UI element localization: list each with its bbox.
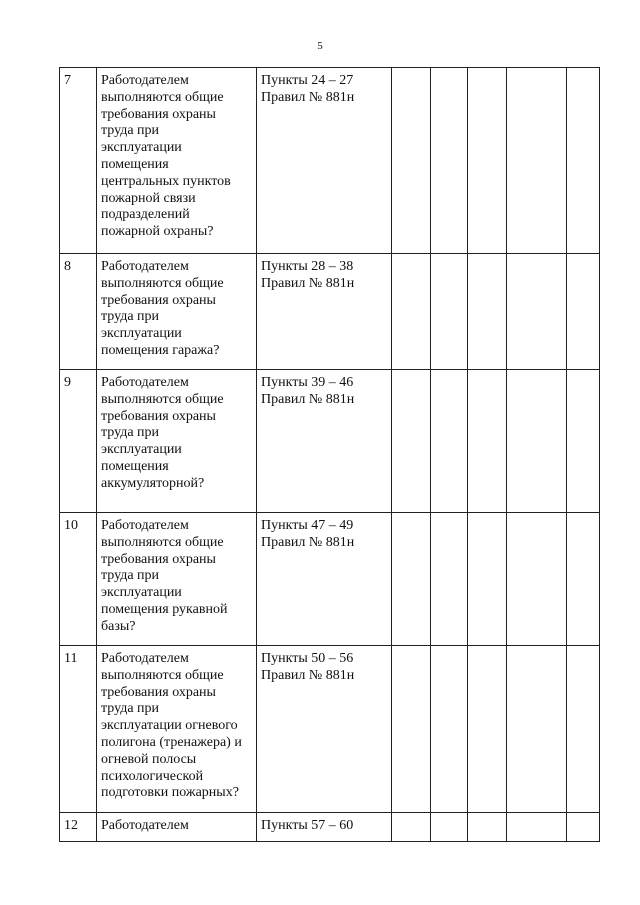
table-row xyxy=(60,254,600,370)
requirement-question: Работодателем выполняются общие требования охраны труда при эксплуатации помещения аккумуляторной? xyxy=(97,370,257,513)
extra-cell xyxy=(567,254,600,370)
note-cell xyxy=(507,68,567,254)
row-number: 9 xyxy=(60,370,97,513)
row-number: 8 xyxy=(60,254,97,370)
extra-cell xyxy=(567,513,600,646)
requirement-question: Работодателем выполняются общие требования охраны труда при эксплуатации помещения центральных пунктов пожарной связи подразделений пожарной охраны? xyxy=(97,68,257,254)
answer-not-applicable-cell xyxy=(468,513,507,646)
legal-reference: Пункты 28 – 38 Правил № 881н xyxy=(257,254,392,370)
note-cell xyxy=(507,370,567,513)
requirement-question: Работодателем выполняются общие требования охраны труда при эксплуатации огневого полигона (тренажера) и огневой полосы психологической подготовки пожарных? xyxy=(97,646,257,813)
answer-yes-cell xyxy=(392,254,431,370)
table-row xyxy=(60,513,600,646)
answer-yes-cell xyxy=(392,68,431,254)
row-number: 10 xyxy=(60,513,97,646)
note-cell xyxy=(507,254,567,370)
note-cell xyxy=(507,646,567,813)
table-row xyxy=(60,646,600,813)
answer-not-applicable-cell xyxy=(468,68,507,254)
row-number: 7 xyxy=(60,68,97,254)
table-row xyxy=(60,68,600,254)
row-number: 12 xyxy=(60,813,97,842)
row-number: 11 xyxy=(60,646,97,813)
extra-cell xyxy=(567,68,600,254)
table-row xyxy=(60,370,600,513)
answer-not-applicable-cell xyxy=(468,370,507,513)
answer-no-cell xyxy=(431,813,468,842)
checklist-table xyxy=(59,67,600,842)
answer-yes-cell xyxy=(392,513,431,646)
legal-reference: Пункты 24 – 27 Правил № 881н xyxy=(257,68,392,254)
answer-yes-cell xyxy=(392,370,431,513)
legal-reference: Пункты 50 – 56 Правил № 881н xyxy=(257,646,392,813)
requirement-question: Работодателем выполняются общие требования охраны труда при эксплуатации помещения гаража? xyxy=(97,254,257,370)
extra-cell xyxy=(567,813,600,842)
answer-no-cell xyxy=(431,513,468,646)
legal-reference: Пункты 39 – 46 Правил № 881н xyxy=(257,370,392,513)
answer-not-applicable-cell xyxy=(468,646,507,813)
answer-no-cell xyxy=(431,254,468,370)
answer-not-applicable-cell xyxy=(468,254,507,370)
note-cell xyxy=(507,813,567,842)
answer-yes-cell xyxy=(392,813,431,842)
extra-cell xyxy=(567,370,600,513)
answer-no-cell xyxy=(431,68,468,254)
answer-no-cell xyxy=(431,646,468,813)
table-row xyxy=(60,813,600,842)
answer-yes-cell xyxy=(392,646,431,813)
requirement-question: Работодателем xyxy=(97,813,257,842)
legal-reference: Пункты 57 – 60 xyxy=(257,813,392,842)
requirement-question: Работодателем выполняются общие требования охраны труда при эксплуатации помещения рукавной базы? xyxy=(97,513,257,646)
page-number: 5 xyxy=(317,40,323,52)
note-cell xyxy=(507,513,567,646)
legal-reference: Пункты 47 – 49 Правил № 881н xyxy=(257,513,392,646)
answer-no-cell xyxy=(431,370,468,513)
extra-cell xyxy=(567,646,600,813)
answer-not-applicable-cell xyxy=(468,813,507,842)
